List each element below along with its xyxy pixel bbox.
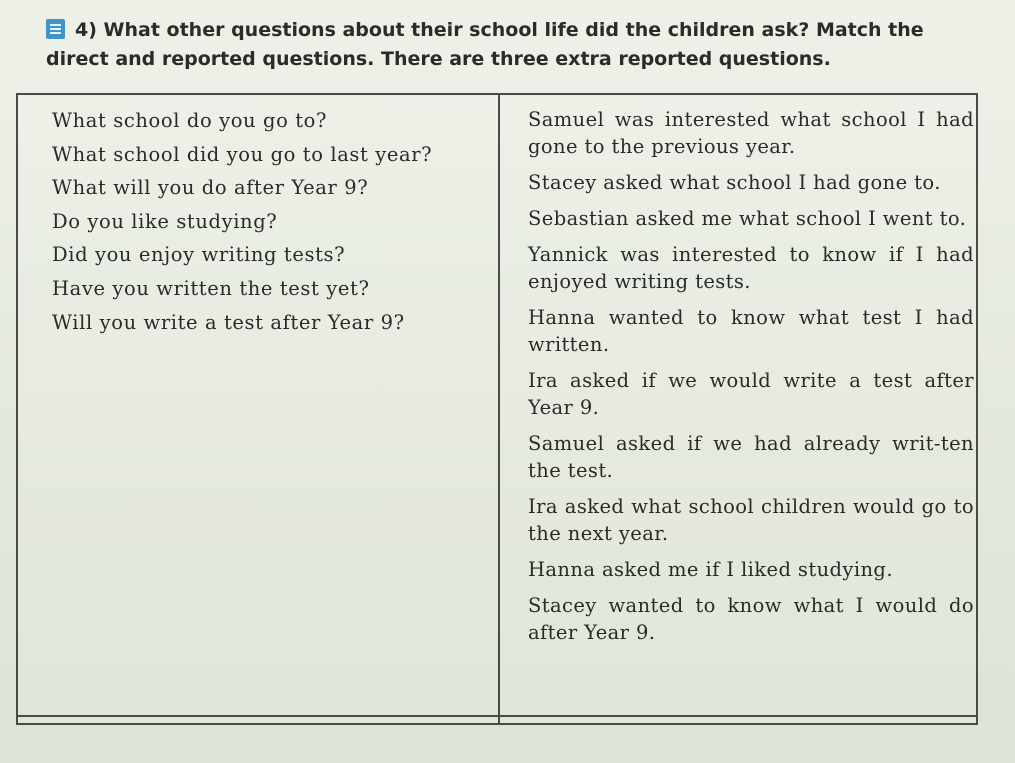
reported-question: Samuel was interested what school I had gone to the previous year. — [528, 108, 974, 158]
reported-question: Ira asked if we would write a test after Year 9. — [528, 369, 974, 419]
task-list-icon — [46, 19, 65, 39]
reported-question: Hanna wanted to know what test I had written. — [528, 306, 974, 356]
task-number: 4) — [75, 19, 97, 41]
direct-question: What school did you go to last year? — [52, 142, 433, 166]
direct-question: Do you like studying? — [52, 209, 278, 233]
reported-question: Stacey wanted to know what I would do after Year 9. — [528, 594, 974, 644]
matching-table — [16, 93, 978, 725]
direct-question: Have you written the test yet? — [52, 276, 370, 300]
reported-questions-column — [528, 106, 974, 655]
task-instructions — [46, 16, 976, 74]
direct-question: What school do you go to? — [52, 109, 328, 132]
reported-question: Sebastian asked me what school I went to. — [528, 207, 967, 230]
task-text: What other questions about their school life did the children ask? Match the direct and reported questions. There are three extra reported questions. — [46, 19, 924, 70]
reported-question: Yannick was interested to know if I had enjoyed writing tests. — [528, 243, 974, 293]
table-bottom-line — [18, 715, 976, 717]
reported-question: Samuel asked if we had already writ-ten the test. — [528, 432, 974, 482]
direct-question: What will you do after Year 9? — [52, 176, 369, 200]
direct-question: Did you enjoy writing tests? — [52, 243, 346, 267]
reported-question: Hanna asked me if I liked studying. — [528, 558, 893, 581]
direct-questions-column — [52, 104, 492, 339]
direct-question: Will you write a test after Year 9? — [52, 310, 405, 334]
column-divider — [498, 95, 500, 723]
reported-question: Stacey asked what school I had gone to. — [528, 171, 941, 194]
reported-question: Ira asked what school children would go to the next year. — [528, 495, 974, 545]
